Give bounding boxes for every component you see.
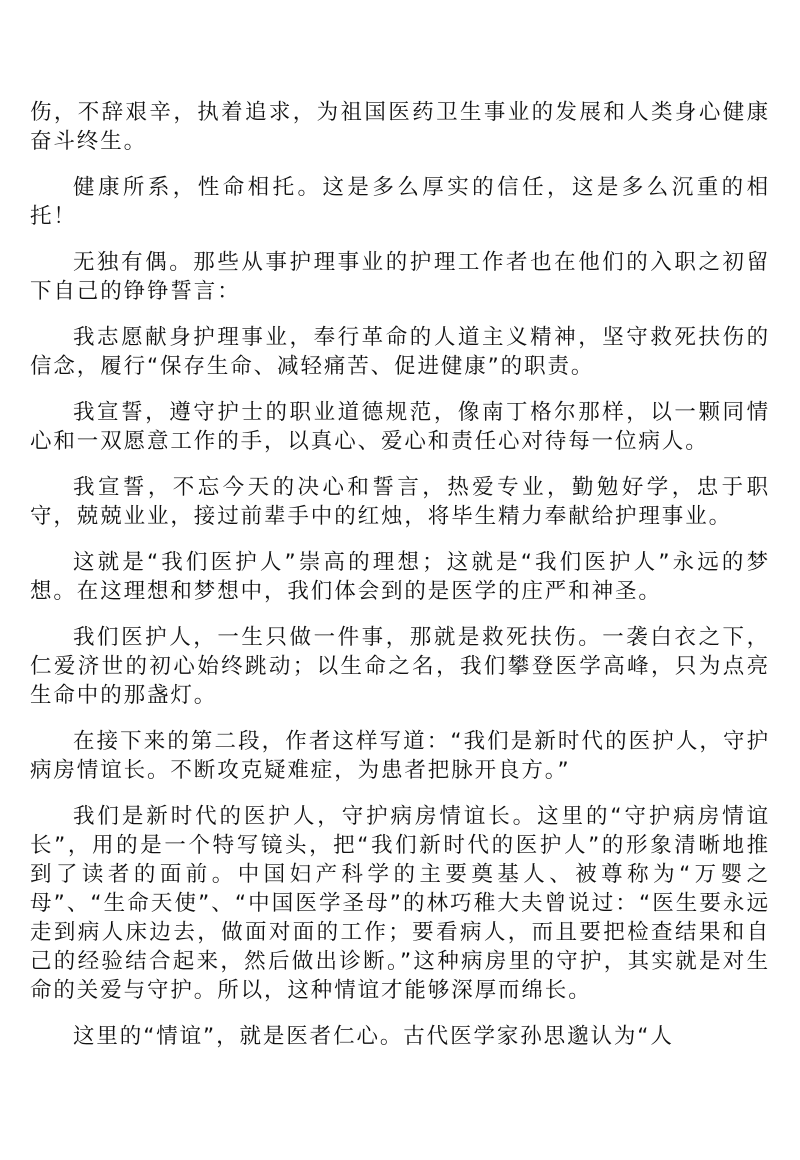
paragraph: 这就是“我们医护人”崇高的理想；这就是“我们医护人”永远的梦想。在这理想和梦想中，我们体会到的是医学的庄严和神圣。 xyxy=(30,550,770,604)
paragraph: 我志愿献身护理事业，奉行革命的人道主义精神，坚守救死扶伤的信念，履行“保存生命、减轻痛苦、促进健康”的职责。 xyxy=(30,325,770,379)
paragraph: 我们医护人，一生只做一件事，那就是救死扶伤。一袭白衣之下，仁爱济世的初心始终跳动；以生命之名，我们攀登医学高峰，只为点亮生命中的那盏灯。 xyxy=(30,625,770,708)
paragraph: 我宣誓，不忘今天的决心和誓言，热爱专业，勤勉好学，忠于职守，兢兢业业，接过前辈手中的红烛，将毕生精力奉献给护理事业。 xyxy=(30,475,770,529)
paragraph: 我们是新时代的医护人，守护病房情谊长。这里的“守护病房情谊长”，用的是一个特写镜头，把“我们新时代的医护人”的形象清晰地推到了读者的面前。中国妇产科学的主要奠基人、被尊称为“万婴之母”、“生命天使”、“中国医学圣母”的林巧稚大夫曾说过：“医生要永远走到病人床边去，做面对面的工作；要看病人，而且要把检查结果和自己的经验结合起来，然后做出诊断。”这种病房里的守护，其实就是对生命的关爱与守护。所以，这种情谊才能够深厚而绵长。 xyxy=(30,804,770,1003)
document-page xyxy=(30,98,770,1068)
paragraph: 我宣誓，遵守护士的职业道德规范，像南丁格尔那样，以一颗同情心和一双愿意工作的手，以真心、爱心和责任心对待每一位病人。 xyxy=(30,400,770,454)
paragraph: 在接下来的第二段，作者这样写道：“我们是新时代的医护人，守护病房情谊长。不断攻克疑难症，为患者把脉开良方。” xyxy=(30,729,770,783)
paragraph: 健康所系，性命相托。这是多么厚实的信任，这是多么沉重的相托！ xyxy=(30,175,770,229)
paragraph: 这里的“情谊”，就是医者仁心。古代医学家孙思邈认为“人 xyxy=(73,1024,674,1049)
paragraph: 无独有偶。那些从事护理事业的护理工作者也在他们的入职之初留下自己的铮铮誓言： xyxy=(30,250,770,304)
paragraph-continued: 伤，不辞艰辛，执着追求，为祖国医药卫生事业的发展和人类身心健康奋斗终生。 xyxy=(30,100,770,154)
